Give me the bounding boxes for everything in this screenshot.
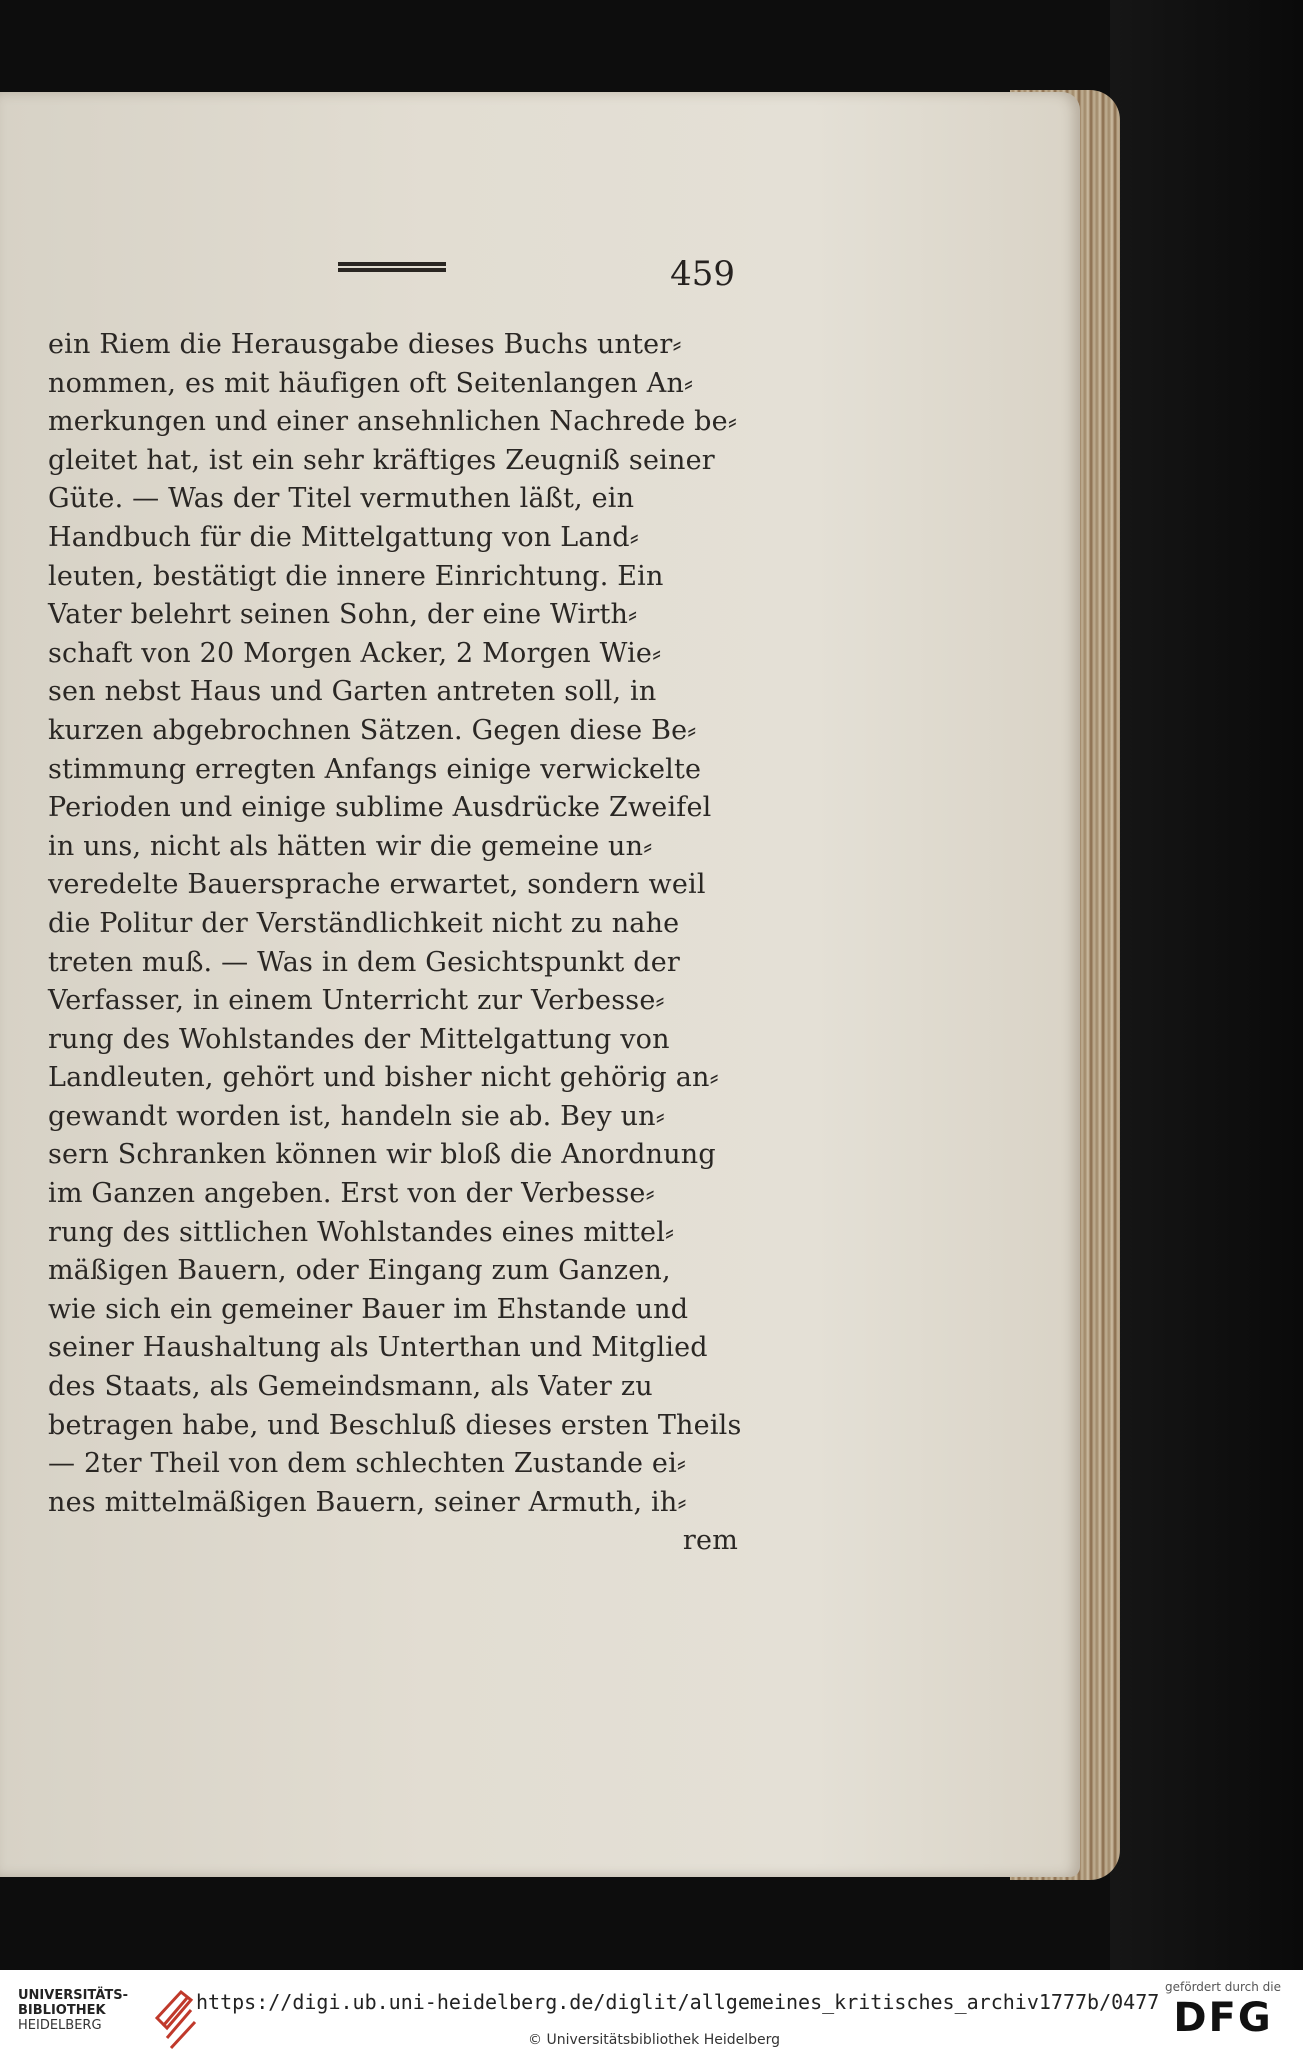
text-line: merkungen und einer ansehnlichen Nachrede be⸗ — [48, 406, 738, 438]
page-number: 459 — [670, 254, 735, 294]
library-emblem-icon — [151, 1988, 199, 2050]
body-text — [48, 326, 742, 1561]
text-line: sen nebst Haus und Garten antreten soll, in — [48, 676, 657, 708]
text-line: sern Schranken können wir bloß die Anordnung — [48, 1139, 716, 1171]
text-line: rem — [682, 1525, 738, 1557]
text-line: betragen habe, und Beschluß dieses ersten Theils — [48, 1409, 742, 1441]
dfg-funding[interactable] — [1158, 1980, 1288, 2055]
dark-background — [1110, 0, 1303, 1970]
text-line: gleitet hat, ist ein sehr kräftiges Zeugniß seiner — [48, 444, 715, 476]
text-line: rung des Wohlstandes der Mittelgattung von — [48, 1023, 670, 1055]
text-line: rung des sittlichen Wohlstandes eines mittel⸗ — [48, 1216, 675, 1248]
text-line: veredelte Bauersprache erwartet, sondern weil — [48, 869, 706, 901]
text-line: Güte. — Was der Titel vermuthen läßt, ein — [48, 483, 635, 515]
text-line: wie sich ein gemeiner Bauer im Ehstande und — [48, 1293, 689, 1325]
text-line: — 2ter Theil von dem schlechten Zustande ei⸗ — [48, 1448, 687, 1480]
dfg-logo: DFG — [1173, 1995, 1273, 2041]
text-line: gewandt worden ist, handeln sie ab. Bey un⸗ — [48, 1100, 665, 1132]
text-line: stimmung erregten Anfangs einige verwickelte — [48, 753, 702, 785]
text-line: mäßigen Bauern, oder Eingang zum Ganzen, — [48, 1255, 671, 1287]
copyright-notice: © Universitätsbibliothek Heidelberg — [528, 2032, 781, 2048]
text-line: treten muß. — Was in dem Gesichtspunkt der — [48, 946, 680, 978]
text-line: schaft von 20 Morgen Acker, 2 Morgen Wie⸗ — [48, 637, 662, 669]
text-line: Landleuten, gehört und bisher nicht gehörig an⸗ — [48, 1062, 719, 1094]
header-double-rule — [338, 262, 446, 272]
library-logo[interactable] — [18, 1988, 188, 2048]
text-line: kurzen abgebrochnen Sätzen. Gegen diese Be⸗ — [48, 714, 697, 746]
library-name-line2: BIBLIOTHEK — [18, 2003, 106, 2018]
text-line: Handbuch für die Mittelgattung von Land⸗ — [48, 521, 639, 553]
text-line: seiner Haushaltung als Unterthan und Mitglied — [48, 1332, 708, 1364]
text-line: nommen, es mit häufigen oft Seitenlangen An⸗ — [48, 367, 694, 399]
text-line: Vater belehrt seinen Sohn, der eine Wirth⸗ — [48, 599, 638, 631]
text-line: Perioden und einige sublime Ausdrücke Zweifel — [48, 792, 712, 824]
text-line: ein Riem die Herausgabe dieses Buchs unter⸗ — [48, 329, 682, 360]
footer-bar — [0, 1970, 1303, 2065]
funding-caption: gefördert durch die — [1165, 1980, 1281, 1994]
text-line: im Ganzen angeben. Erst von der Verbesse⸗ — [48, 1178, 655, 1210]
text-line: Verfasser, in einem Unterricht zur Verbesse⸗ — [48, 985, 665, 1017]
text-line: leuten, bestätigt die innere Einrichtung. Ein — [48, 560, 664, 592]
permalink-url[interactable]: https://digi.ub.uni-heidelberg.de/diglit/allgemeines_kritisches_archiv1777b/0477 — [196, 1990, 1160, 2014]
text-line: in uns, nicht als hätten wir die gemeine un⸗ — [48, 830, 653, 862]
library-name-line1: UNIVERSITÄTS- — [18, 1988, 128, 2003]
text-line: des Staats, als Gemeindsmann, als Vater zu — [48, 1371, 653, 1403]
text-line: nes mittelmäßigen Bauern, seiner Armuth, ih⸗ — [48, 1486, 687, 1518]
library-name-line3: HEIDELBERG — [18, 2018, 102, 2033]
text-line: die Politur der Verständlichkeit nicht zu nahe — [48, 907, 680, 939]
